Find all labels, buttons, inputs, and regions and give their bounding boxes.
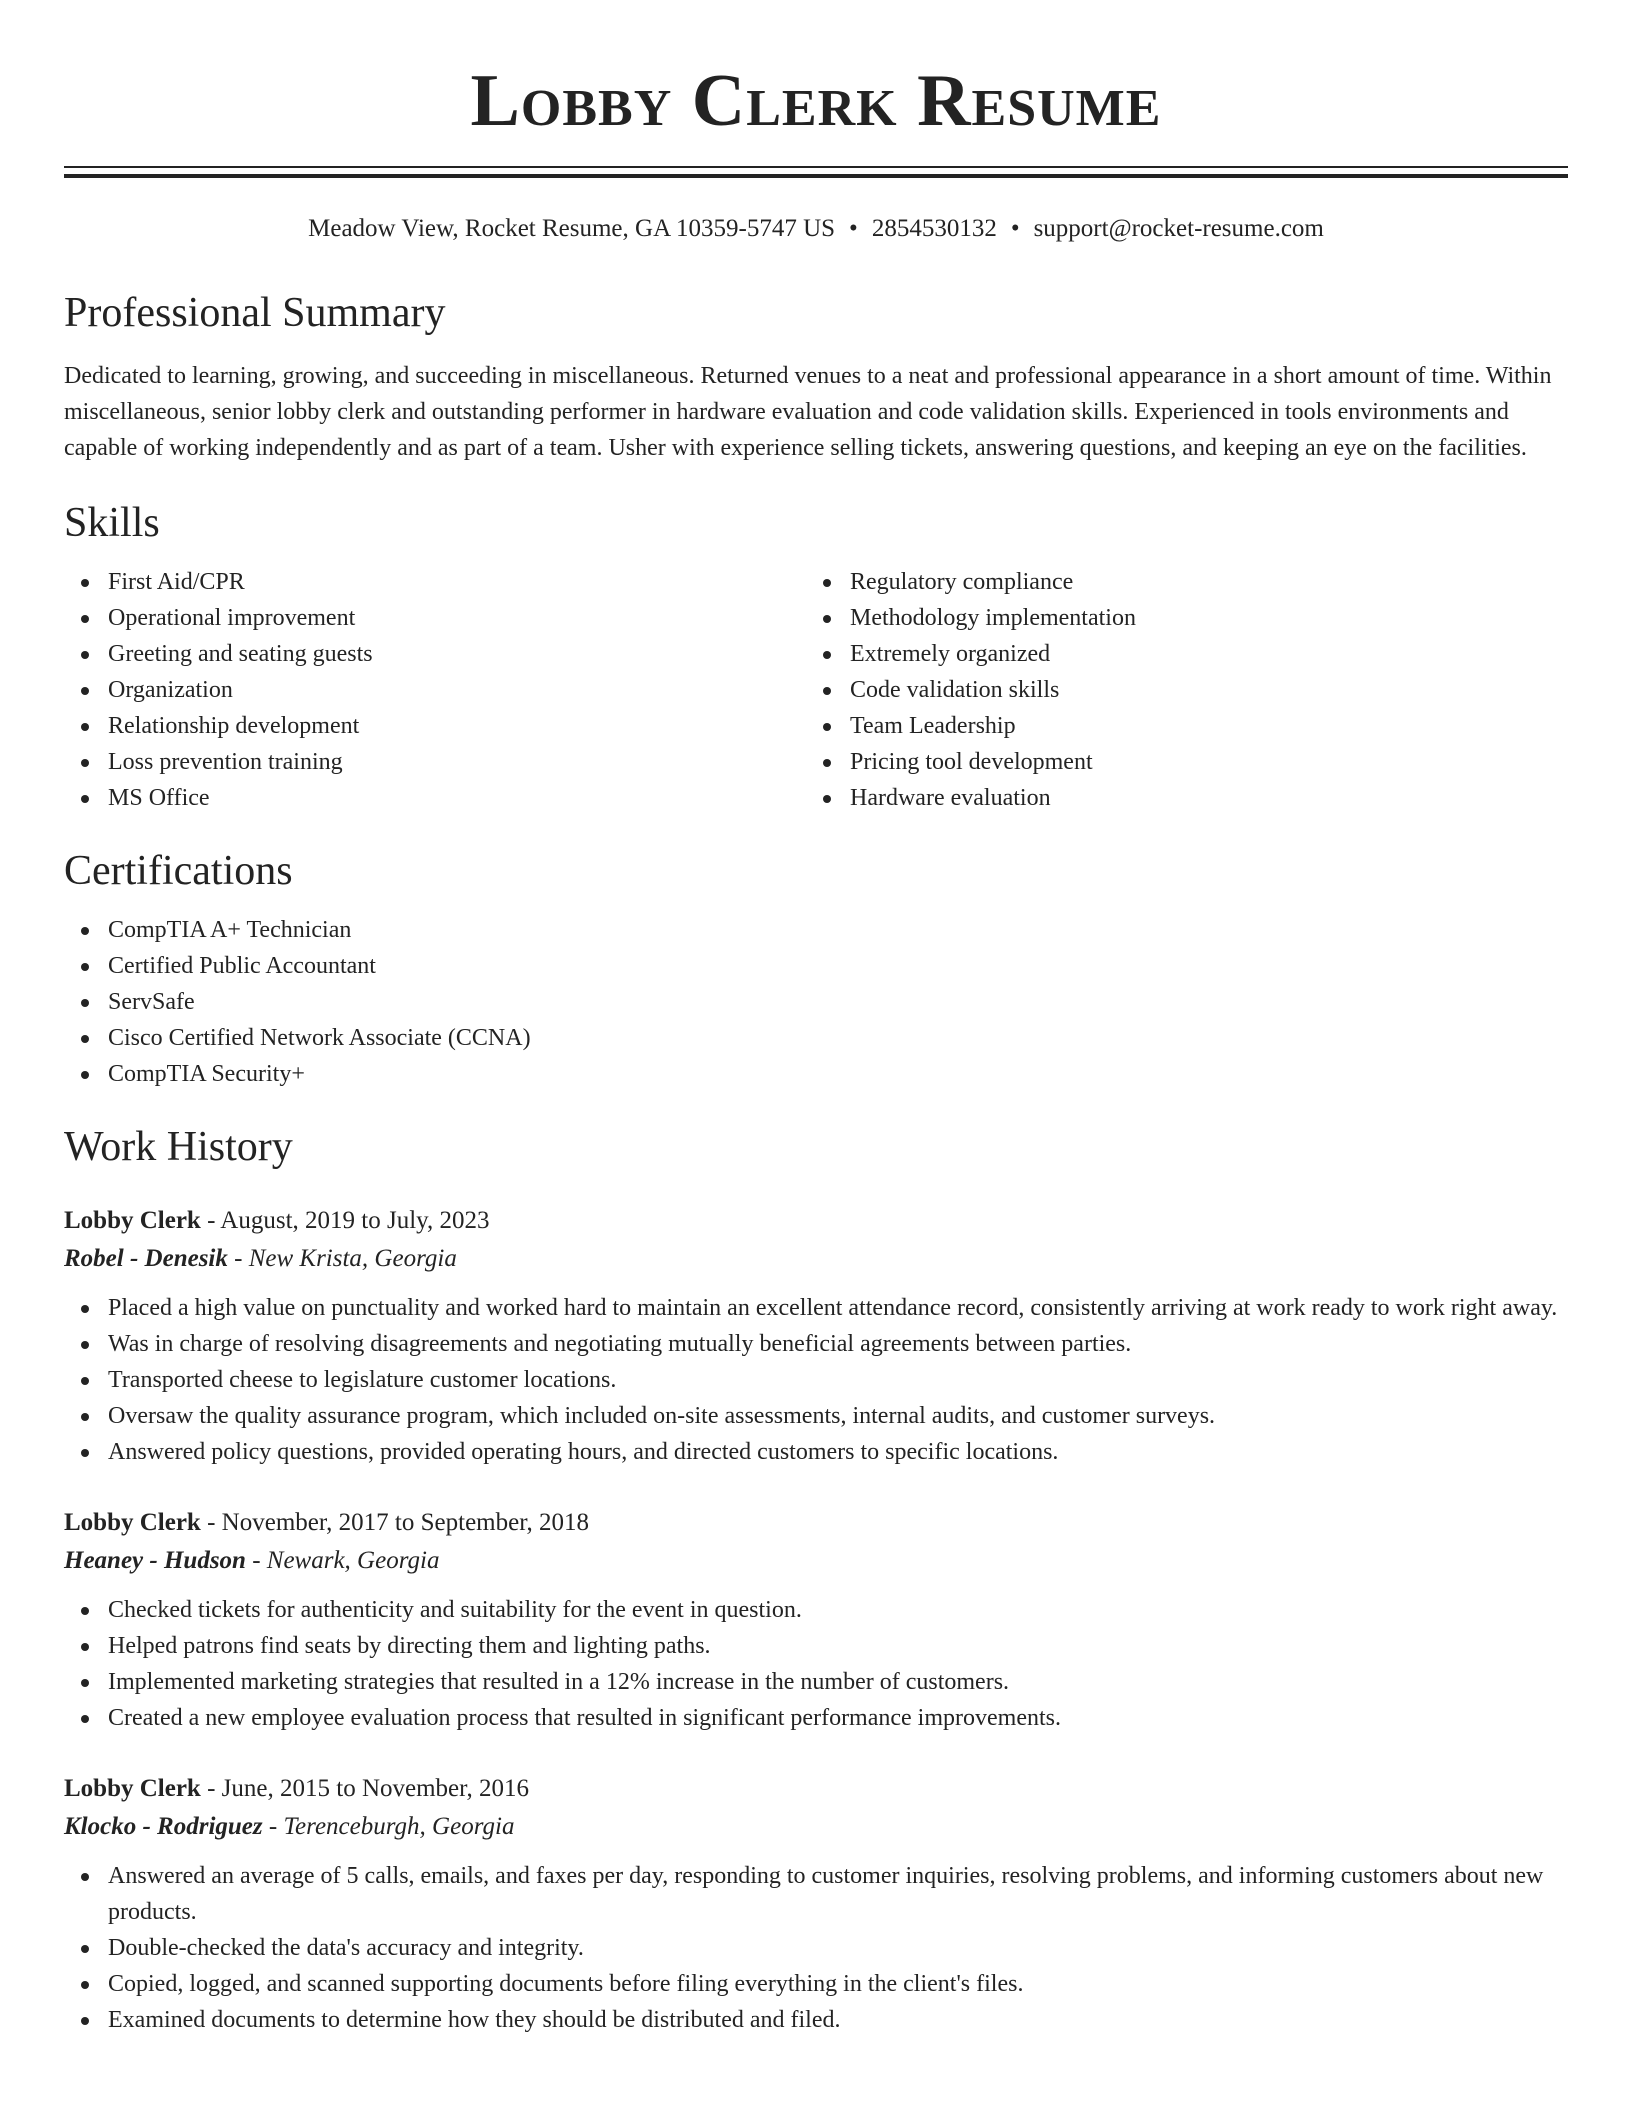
skill-item: Hardware evaluation [806, 780, 1548, 816]
resume-page [64, 0, 1568, 2038]
job-title: Lobby Clerk [64, 1775, 201, 1802]
job-dates: - November, 2017 to September, 2018 [200, 1509, 590, 1536]
contact-email: support@rocket-resume.com [1033, 215, 1324, 242]
job-location: - New Krista, Georgia [227, 1245, 457, 1272]
job-duty-item: Examined documents to determine how they should be distributed and filed. [64, 2002, 1568, 2038]
certification-item: Certified Public Accountant [64, 948, 1568, 984]
job-title-line [64, 1504, 1568, 1542]
certifications-heading: Certifications [64, 848, 293, 894]
skill-item: Methodology implementation [806, 600, 1548, 636]
job-title: Lobby Clerk [64, 1207, 201, 1234]
certification-item: Cisco Certified Network Associate (CCNA) [64, 1020, 1568, 1056]
contact-separator: • [849, 215, 858, 242]
skill-item: First Aid/CPR [64, 564, 806, 600]
summary-text: Dedicated to learning, growing, and succeeding in miscellaneous. Returned venues to a neat and professional appearance in a short amount of time. Within miscellaneous, senior lobby clerk and outstanding performer in hardware evaluation and code validation skills. Experienced in tools environments and capable of working independently and as part of a team. Usher with experience selling tickets, answering questions, and keeping an eye on the facilities. [64, 363, 1552, 461]
contact-phone: 2854530132 [871, 215, 997, 242]
work-history-heading: Work History [64, 1124, 293, 1170]
job-duty-item: Copied, logged, and scanned supporting documents before filing everything in the client's files. [64, 1966, 1568, 2002]
job-duties-list [64, 1290, 1568, 1470]
job-duty-item: Transported cheese to legislature customer locations. [64, 1362, 1568, 1398]
skill-item: Loss prevention training [64, 744, 806, 780]
skill-item: Relationship development [64, 708, 806, 744]
job-title-line [64, 1202, 1568, 1240]
skill-item: Regulatory compliance [806, 564, 1548, 600]
job-duty-item: Helped patrons find seats by directing them and lighting paths. [64, 1628, 1568, 1664]
title-divider-thick [64, 174, 1568, 178]
skills-list-left [64, 564, 806, 816]
job-duty-item: Answered policy questions, provided operating hours, and directed customers to specific locations. [64, 1434, 1568, 1470]
skill-item: Greeting and seating guests [64, 636, 806, 672]
job-company-line [64, 1542, 1568, 1580]
job-dates: - June, 2015 to November, 2016 [200, 1775, 529, 1802]
job-duty-item: Answered an average of 5 calls, emails, and faxes per day, responding to customer inquiries, resolving problems, and informing customers about new products. [64, 1858, 1568, 1930]
contact-separator: • [1010, 215, 1020, 242]
certification-item: CompTIA A+ Technician [64, 912, 1568, 948]
skill-item: Organization [64, 672, 806, 708]
job-entry [64, 1202, 1568, 1470]
job-duty-item: Checked tickets for authenticity and suitability for the event in question. [64, 1592, 1568, 1628]
job-duty-item: Was in charge of resolving disagreements and negotiating mutually beneficial agreements between parties. [64, 1326, 1568, 1362]
job-entry [64, 1770, 1568, 2038]
contact-address: Meadow View, Rocket Resume, GA 10359-5747 US [308, 215, 836, 242]
skill-item: Extremely organized [806, 636, 1548, 672]
job-title: Lobby Clerk [64, 1509, 201, 1536]
skill-item: Operational improvement [64, 600, 806, 636]
job-company: Robel - Denesik [64, 1245, 228, 1272]
job-location: - Newark, Georgia [245, 1547, 440, 1574]
skill-item: Team Leadership [806, 708, 1548, 744]
job-entry [64, 1504, 1568, 1736]
job-duty-item: Oversaw the quality assurance program, which included on-site assessments, internal audits, and customer surveys. [64, 1398, 1568, 1434]
job-duty-item: Created a new employee evaluation process that resulted in significant performance improvements. [64, 1700, 1568, 1736]
certification-item: ServSafe [64, 984, 1568, 1020]
skill-item: Code validation skills [806, 672, 1548, 708]
job-company: Klocko - Rodriguez [64, 1813, 263, 1840]
job-duty-item: Implemented marketing strategies that resulted in a 12% increase in the number of customers. [64, 1664, 1568, 1700]
job-company-line [64, 1240, 1568, 1278]
contact-line [64, 212, 1568, 246]
summary-heading: Professional Summary [64, 290, 446, 336]
skills-list-right [806, 564, 1548, 816]
skills-columns [64, 564, 1568, 816]
job-duty-item: Placed a high value on punctuality and worked hard to maintain an excellent attendance record, consistently arriving at work ready to work right away. [64, 1290, 1568, 1326]
certifications-list [64, 912, 1568, 1092]
job-company-line [64, 1808, 1568, 1846]
title-divider-thin [64, 166, 1568, 168]
job-dates: - August, 2019 to July, 2023 [200, 1207, 490, 1234]
job-duties-list [64, 1858, 1568, 2038]
job-title-line [64, 1770, 1568, 1808]
page-title: Lobby Clerk Resume [470, 60, 1162, 142]
certification-item: CompTIA Security+ [64, 1056, 1568, 1092]
skill-item: MS Office [64, 780, 806, 816]
job-duty-item: Double-checked the data's accuracy and integrity. [64, 1930, 1568, 1966]
skills-heading: Skills [64, 500, 160, 546]
job-company: Heaney - Hudson [64, 1547, 246, 1574]
skill-item: Pricing tool development [806, 744, 1548, 780]
job-location: - Terenceburgh, Georgia [262, 1813, 515, 1840]
job-duties-list [64, 1592, 1568, 1736]
